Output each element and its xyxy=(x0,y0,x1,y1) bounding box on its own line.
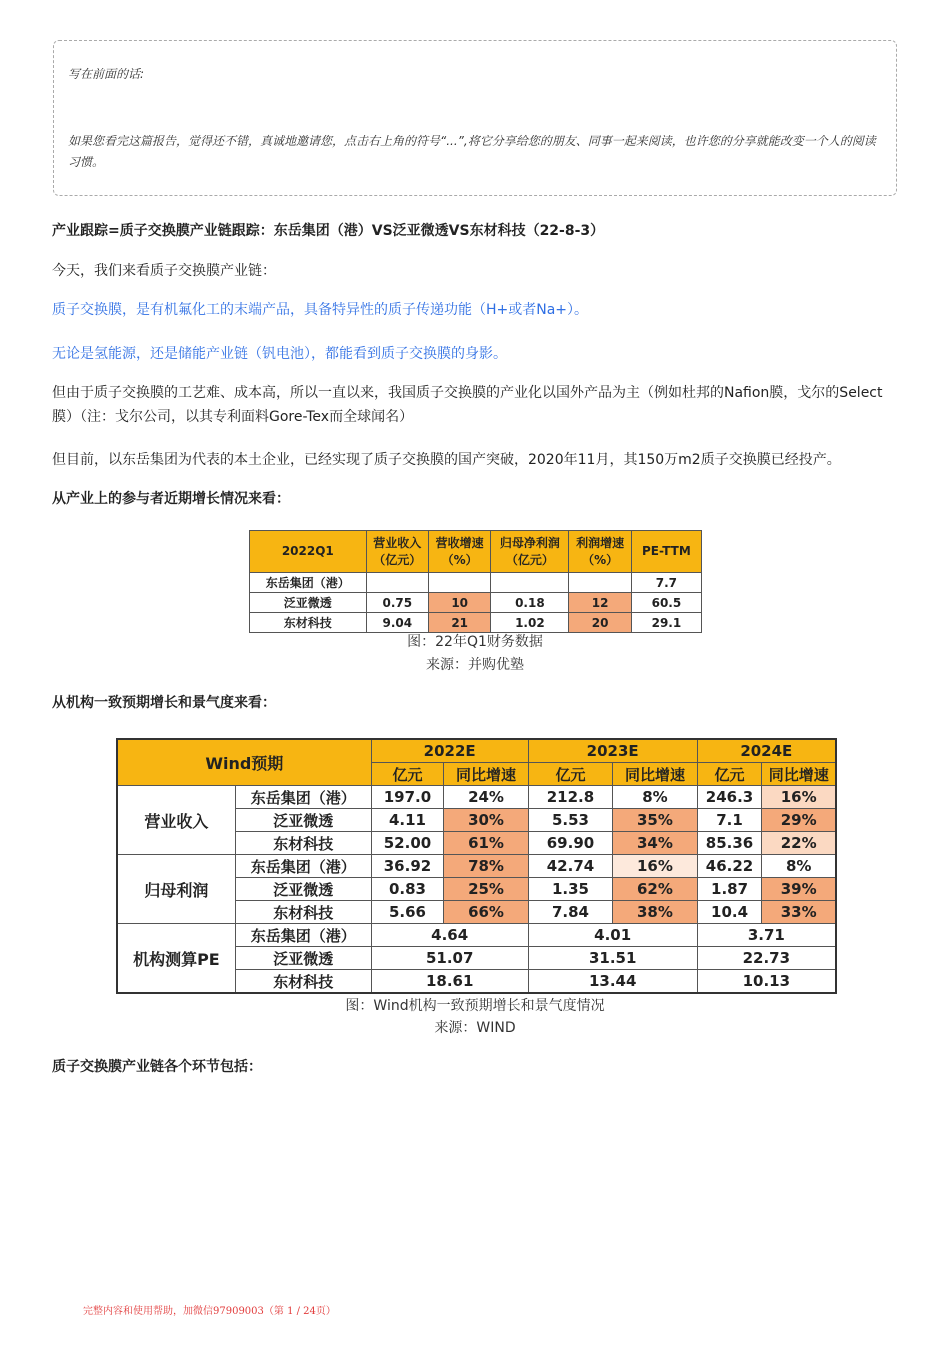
category-profit: 归母利润 xyxy=(117,855,235,924)
value-cell xyxy=(569,573,631,593)
value-cell xyxy=(491,573,569,593)
value-cell: 10.4 xyxy=(697,901,762,924)
growth-header: 同比增速 xyxy=(613,763,697,786)
value-cell: 46.22 xyxy=(697,855,762,878)
value-cell: 18.61 xyxy=(371,970,528,994)
value-cell: 78% xyxy=(444,855,528,878)
value-cell: 10 xyxy=(428,593,490,613)
table-row xyxy=(117,924,836,947)
company-cell: 泛亚微透 xyxy=(250,593,367,613)
value-cell: 42.74 xyxy=(528,855,613,878)
value-cell: 29% xyxy=(762,809,836,832)
company-cell: 泛亚微透 xyxy=(235,809,371,832)
value-cell: 246.3 xyxy=(697,786,762,809)
value-cell: 85.36 xyxy=(697,832,762,855)
figure-caption-1: 图：22年Q1财务数据 xyxy=(407,634,543,650)
value-cell: 39% xyxy=(762,878,836,901)
q1-financial-table xyxy=(249,530,702,633)
value-cell: 31.51 xyxy=(528,947,697,970)
value-cell: 10.13 xyxy=(697,970,836,994)
header-cell: 营收增速（%） xyxy=(428,531,490,573)
table-row xyxy=(117,855,836,878)
preface-box xyxy=(53,40,897,196)
unit-header: 亿元 xyxy=(528,763,613,786)
paragraph-1: 但由于质子交换膜的工艺难、成本高，所以一直以来，我国质子交换膜的产业化以国外产品为主（例如杜邦的Nafion膜，戈尔的Select膜）（注：戈尔公司，以其专利面料Gore-Tex而全球闻名） xyxy=(52,385,883,425)
value-cell: 0.75 xyxy=(366,593,428,613)
value-cell xyxy=(366,573,428,593)
value-cell xyxy=(428,573,490,593)
figure-source-2: 来源：WIND xyxy=(434,1020,516,1036)
value-cell: 61% xyxy=(444,832,528,855)
header-cell: 归母净利润（亿元） xyxy=(491,531,569,573)
company-cell: 东材科技 xyxy=(235,970,371,994)
value-cell: 1.35 xyxy=(528,878,613,901)
value-cell: 5.53 xyxy=(528,809,613,832)
value-cell: 0.83 xyxy=(371,878,444,901)
company-cell: 东材科技 xyxy=(250,613,367,633)
value-cell: 20 xyxy=(569,613,631,633)
value-cell: 1.02 xyxy=(491,613,569,633)
section-heading-1: 从产业上的参与者近期增长情况来看： xyxy=(52,491,290,507)
table-row xyxy=(250,593,702,613)
year-header: 2024E xyxy=(697,739,836,763)
growth-header: 同比增速 xyxy=(444,763,528,786)
company-cell: 东岳集团（港） xyxy=(250,573,367,593)
company-cell: 东岳集团（港） xyxy=(235,924,371,947)
figure-caption-2: 图：Wind机构一致预期增长和景气度情况 xyxy=(345,998,605,1014)
category-revenue: 营业收入 xyxy=(117,786,235,855)
company-cell: 泛亚微透 xyxy=(235,947,371,970)
year-header: 2023E xyxy=(528,739,697,763)
value-cell: 25% xyxy=(444,878,528,901)
year-header: 2022E xyxy=(371,739,528,763)
value-cell: 0.18 xyxy=(491,593,569,613)
value-cell: 34% xyxy=(613,832,697,855)
value-cell: 22.73 xyxy=(697,947,836,970)
table-title: Wind预期 xyxy=(117,739,371,786)
value-cell: 12 xyxy=(569,593,631,613)
value-cell: 8% xyxy=(762,855,836,878)
value-cell: 7.7 xyxy=(631,573,701,593)
value-cell: 212.8 xyxy=(528,786,613,809)
header-cell: 2022Q1 xyxy=(250,531,367,573)
value-cell: 66% xyxy=(444,901,528,924)
value-cell: 33% xyxy=(762,901,836,924)
figure-source-1: 来源：并购优塾 xyxy=(426,657,524,673)
preface-body: 如果您看完这篇报告，觉得还不错，真诚地邀请您，点击右上角的符号“...”,将它分享给您的朋友、同事一起来阅读，也许您的分享就能改变一个人的阅读习惯。 xyxy=(68,134,876,169)
company-cell: 东材科技 xyxy=(235,901,371,924)
value-cell: 30% xyxy=(444,809,528,832)
value-cell: 52.00 xyxy=(371,832,444,855)
value-cell: 8% xyxy=(613,786,697,809)
blue-paragraph-2: 无论是氢能源，还是储能产业链（钒电池），都能看到质子交换膜的身影。 xyxy=(52,346,507,362)
table-header-row xyxy=(117,739,836,763)
value-cell: 1.87 xyxy=(697,878,762,901)
value-cell: 7.1 xyxy=(697,809,762,832)
article-heading: 产业跟踪=质子交换膜产业链跟踪：东岳集团（港）VS泛亚微透VS东材科技（22-8-3） xyxy=(52,223,605,239)
value-cell: 4.64 xyxy=(371,924,528,947)
growth-header: 同比增速 xyxy=(762,763,836,786)
value-cell: 4.01 xyxy=(528,924,697,947)
value-cell: 22% xyxy=(762,832,836,855)
value-cell: 69.90 xyxy=(528,832,613,855)
intro-text: 今天，我们来看质子交换膜产业链： xyxy=(52,263,276,279)
company-cell: 东材科技 xyxy=(235,832,371,855)
company-cell: 东岳集团（港） xyxy=(235,786,371,809)
value-cell: 35% xyxy=(613,809,697,832)
table-row xyxy=(250,613,702,633)
value-cell: 29.1 xyxy=(631,613,701,633)
blue-paragraph-1: 质子交换膜，是有机氟化工的末端产品，具备特异性的质子传递功能（H+或者Na+）。 xyxy=(52,302,589,318)
company-cell: 泛亚微透 xyxy=(235,878,371,901)
value-cell: 51.07 xyxy=(371,947,528,970)
table-row xyxy=(117,786,836,809)
value-cell: 13.44 xyxy=(528,970,697,994)
value-cell: 3.71 xyxy=(697,924,836,947)
value-cell: 197.0 xyxy=(371,786,444,809)
preface-title: 写在前面的话: xyxy=(68,67,145,81)
section-heading-2: 从机构一致预期增长和景气度来看： xyxy=(52,695,276,711)
company-cell: 东岳集团（港） xyxy=(235,855,371,878)
wind-forecast-table xyxy=(116,738,837,994)
header-cell: PE-TTM xyxy=(631,531,701,573)
paragraph-2: 但目前，以东岳集团为代表的本土企业，已经实现了质子交换膜的国产突破，2020年11月，其150万m2质子交换膜已经投产。 xyxy=(52,452,841,468)
value-cell: 24% xyxy=(444,786,528,809)
value-cell: 60.5 xyxy=(631,593,701,613)
unit-header: 亿元 xyxy=(697,763,762,786)
table-row xyxy=(250,573,702,593)
category-pe: 机构测算PE xyxy=(117,924,235,994)
value-cell: 16% xyxy=(762,786,836,809)
value-cell: 7.84 xyxy=(528,901,613,924)
value-cell: 38% xyxy=(613,901,697,924)
unit-header: 亿元 xyxy=(371,763,444,786)
value-cell: 9.04 xyxy=(366,613,428,633)
page-footer: 完整内容和使用帮助，加微信97909003（第 1 / 24页） xyxy=(83,1306,336,1317)
value-cell: 4.11 xyxy=(371,809,444,832)
value-cell: 21 xyxy=(428,613,490,633)
value-cell: 5.66 xyxy=(371,901,444,924)
table-header-row xyxy=(250,531,702,573)
section-heading-3: 质子交换膜产业链各个环节包括： xyxy=(52,1059,262,1075)
value-cell: 62% xyxy=(613,878,697,901)
value-cell: 36.92 xyxy=(371,855,444,878)
header-cell: 营业收入（亿元） xyxy=(366,531,428,573)
value-cell: 16% xyxy=(613,855,697,878)
header-cell: 利润增速（%） xyxy=(569,531,631,573)
